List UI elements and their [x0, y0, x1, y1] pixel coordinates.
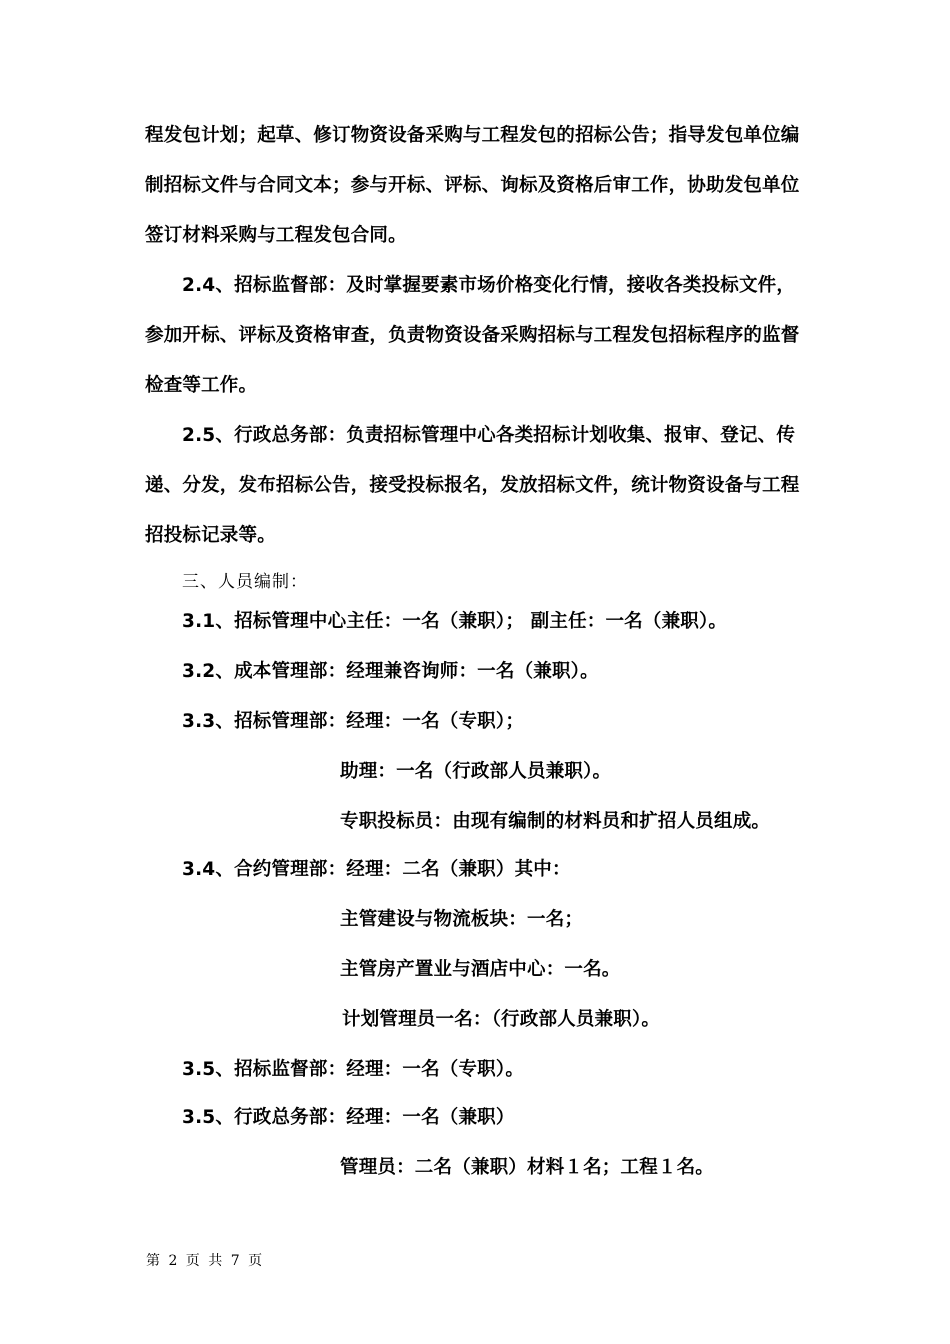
staffing-item: 3.1、招标管理中心主任：一名（兼职）； 副主任：一名（兼职）。: [182, 611, 728, 632]
staffing-subitem: 主管建设与物流板块：一名；: [340, 909, 584, 930]
staffing-item: 3.3、招标管理部：经理：一名（专职）；: [182, 711, 525, 732]
paragraph-line: 签订材料采购与工程发包合同。: [145, 225, 407, 246]
staffing-item: 3.4、合约管理部：经理：二名（兼职）其中：: [182, 859, 571, 880]
staffing-item: 3.5、招标监督部：经理：一名（专职）。: [182, 1059, 525, 1080]
staffing-subitem: 计划管理员一名：（行政部人员兼职）。: [342, 1009, 661, 1030]
paragraph-line: 2.4、招标监督部：及时掌握要素市场价格变化行情，接收各类投标文件，: [182, 275, 796, 296]
paragraph-line: 递、分发，发布招标公告，接受投标报名，发放招标文件，统计物资设备与工程: [145, 475, 800, 496]
staffing-item: 3.2、成本管理部：经理兼咨询师：一名（兼职）。: [182, 661, 599, 682]
staffing-subitem: 主管房产置业与酒店中心：一名。: [340, 959, 621, 980]
paragraph-line: 参加开标、评标及资格审查，负责物资设备采购招标与工程发包招标程序的监督: [145, 325, 800, 346]
paragraph-line: 2.5、行政总务部：负责招标管理中心各类招标计划收集、报审、登记、传: [182, 425, 796, 446]
page-number-footer: 第 2 页 共 7 页: [146, 1253, 265, 1269]
paragraph-line: 制招标文件与合同文本；参与开标、评标、询标及资格后审工作，协助发包单位: [145, 175, 800, 196]
staffing-subitem: 助理：一名（行政部人员兼职）。: [340, 761, 612, 782]
section-heading: 三、人员编制：: [182, 572, 308, 592]
paragraph-line: 招投标记录等。: [145, 525, 276, 546]
staffing-item: 3.5、行政总务部：经理：一名（兼职）: [182, 1107, 515, 1128]
staffing-subitem: 专职投标员：由现有编制的材料员和扩招人员组成。: [340, 811, 771, 832]
staffing-subitem: 管理员：二名（兼职）材料１名；工程１名。: [340, 1157, 715, 1178]
paragraph-line: 检查等工作。: [145, 375, 258, 396]
paragraph-line: 程发包计划；起草、修订物资设备采购与工程发包的招标公告；指导发包单位编: [145, 125, 800, 146]
